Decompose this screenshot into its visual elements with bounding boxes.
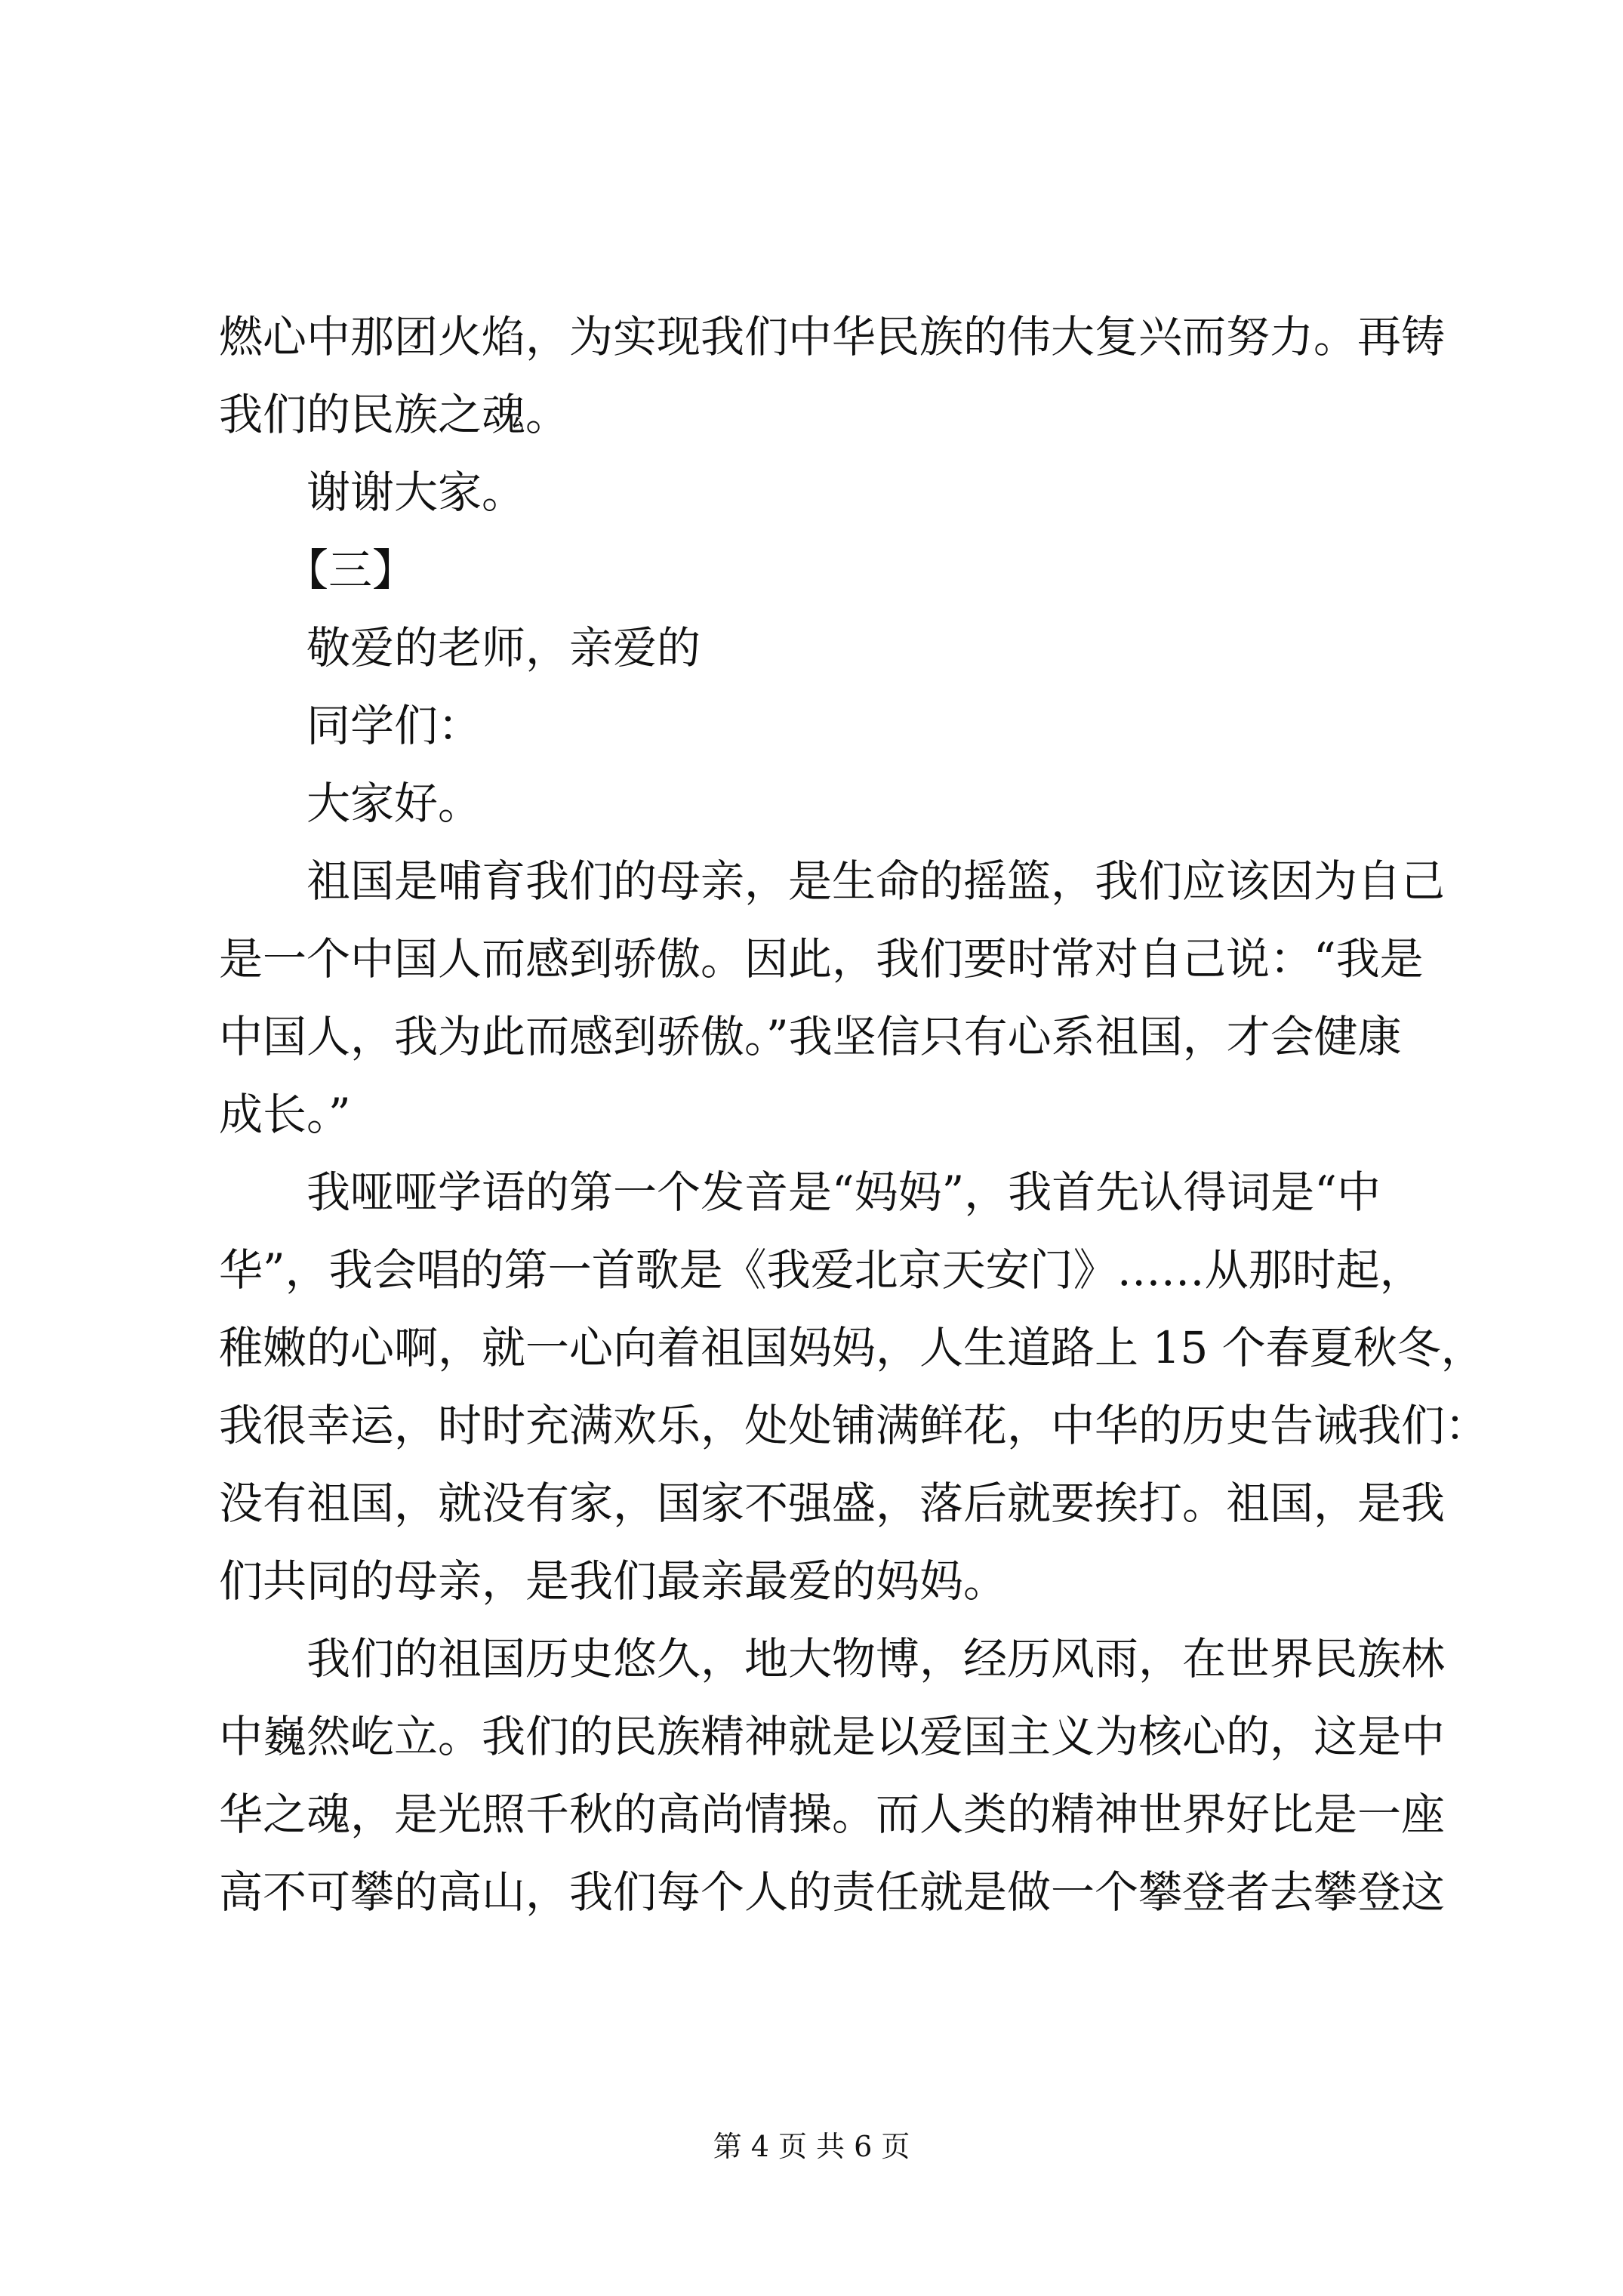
document-body (219, 298, 1489, 1931)
text-line: 我们的民族之魂。 (219, 389, 570, 440)
text-line: 我很幸运，时时充满欢乐，处处铺满鲜花，中华的历史告诫我们： (219, 1400, 1489, 1451)
page-number-footer: 第 4 页 共 6 页 (713, 2130, 910, 2163)
salutation-line: 敬爱的老师，亲爱的 (219, 622, 701, 673)
greeting-line: 大家好。 (219, 778, 482, 829)
text-line: 我哑哑学语的第一个发音是“妈妈”，我首先认得词是“中 (219, 1166, 1381, 1218)
text-line: 华”，我会唱的第一首歌是《我爱北京天安门》……从那时起， (219, 1244, 1424, 1296)
text-line: 们共同的母亲，是我们最亲最爱的妈妈。 (219, 1555, 1008, 1607)
text-line: 没有祖国，就没有家，国家不强盛，落后就要挨打。祖国，是我 (219, 1478, 1446, 1529)
text-line: 成长。” (219, 1089, 351, 1140)
text-line: 高不可攀的高山，我们每个人的责任就是做一个攀登者去攀登这 (219, 1866, 1446, 1918)
text-line: 谢谢大家。 (219, 467, 526, 518)
text-line: 华之魂，是光照千秋的高尚情操。而人类的精神世界好比是一座 (219, 1789, 1446, 1840)
text-line: 祖国是哺育我们的母亲，是生命的摇篮，我们应该因为自己 (219, 855, 1446, 907)
section-heading: 【三】 (219, 544, 417, 596)
text-line: 我们的祖国历史悠久，地大物博，经历风雨，在世界民族林 (219, 1633, 1446, 1684)
text-line: 是一个中国人而感到骄傲。因此，我们要时常对自己说：“我是 (219, 933, 1424, 985)
text-line: 燃心中那团火焰，为实现我们中华民族的伟大复兴而努力。再铸 (219, 311, 1446, 362)
salutation-line: 同学们： (219, 700, 482, 751)
text-line: 中国人，我为此而感到骄傲。”我坚信只有心系祖国，才会健康 (219, 1011, 1402, 1062)
text-line: 中巍然屹立。我们的民族精神就是以爱国主义为核心的，这是中 (219, 1711, 1446, 1762)
text-line: 稚嫩的心啊，就一心向着祖国妈妈，人生道路上 15 个春夏秋冬， (219, 1322, 1485, 1373)
